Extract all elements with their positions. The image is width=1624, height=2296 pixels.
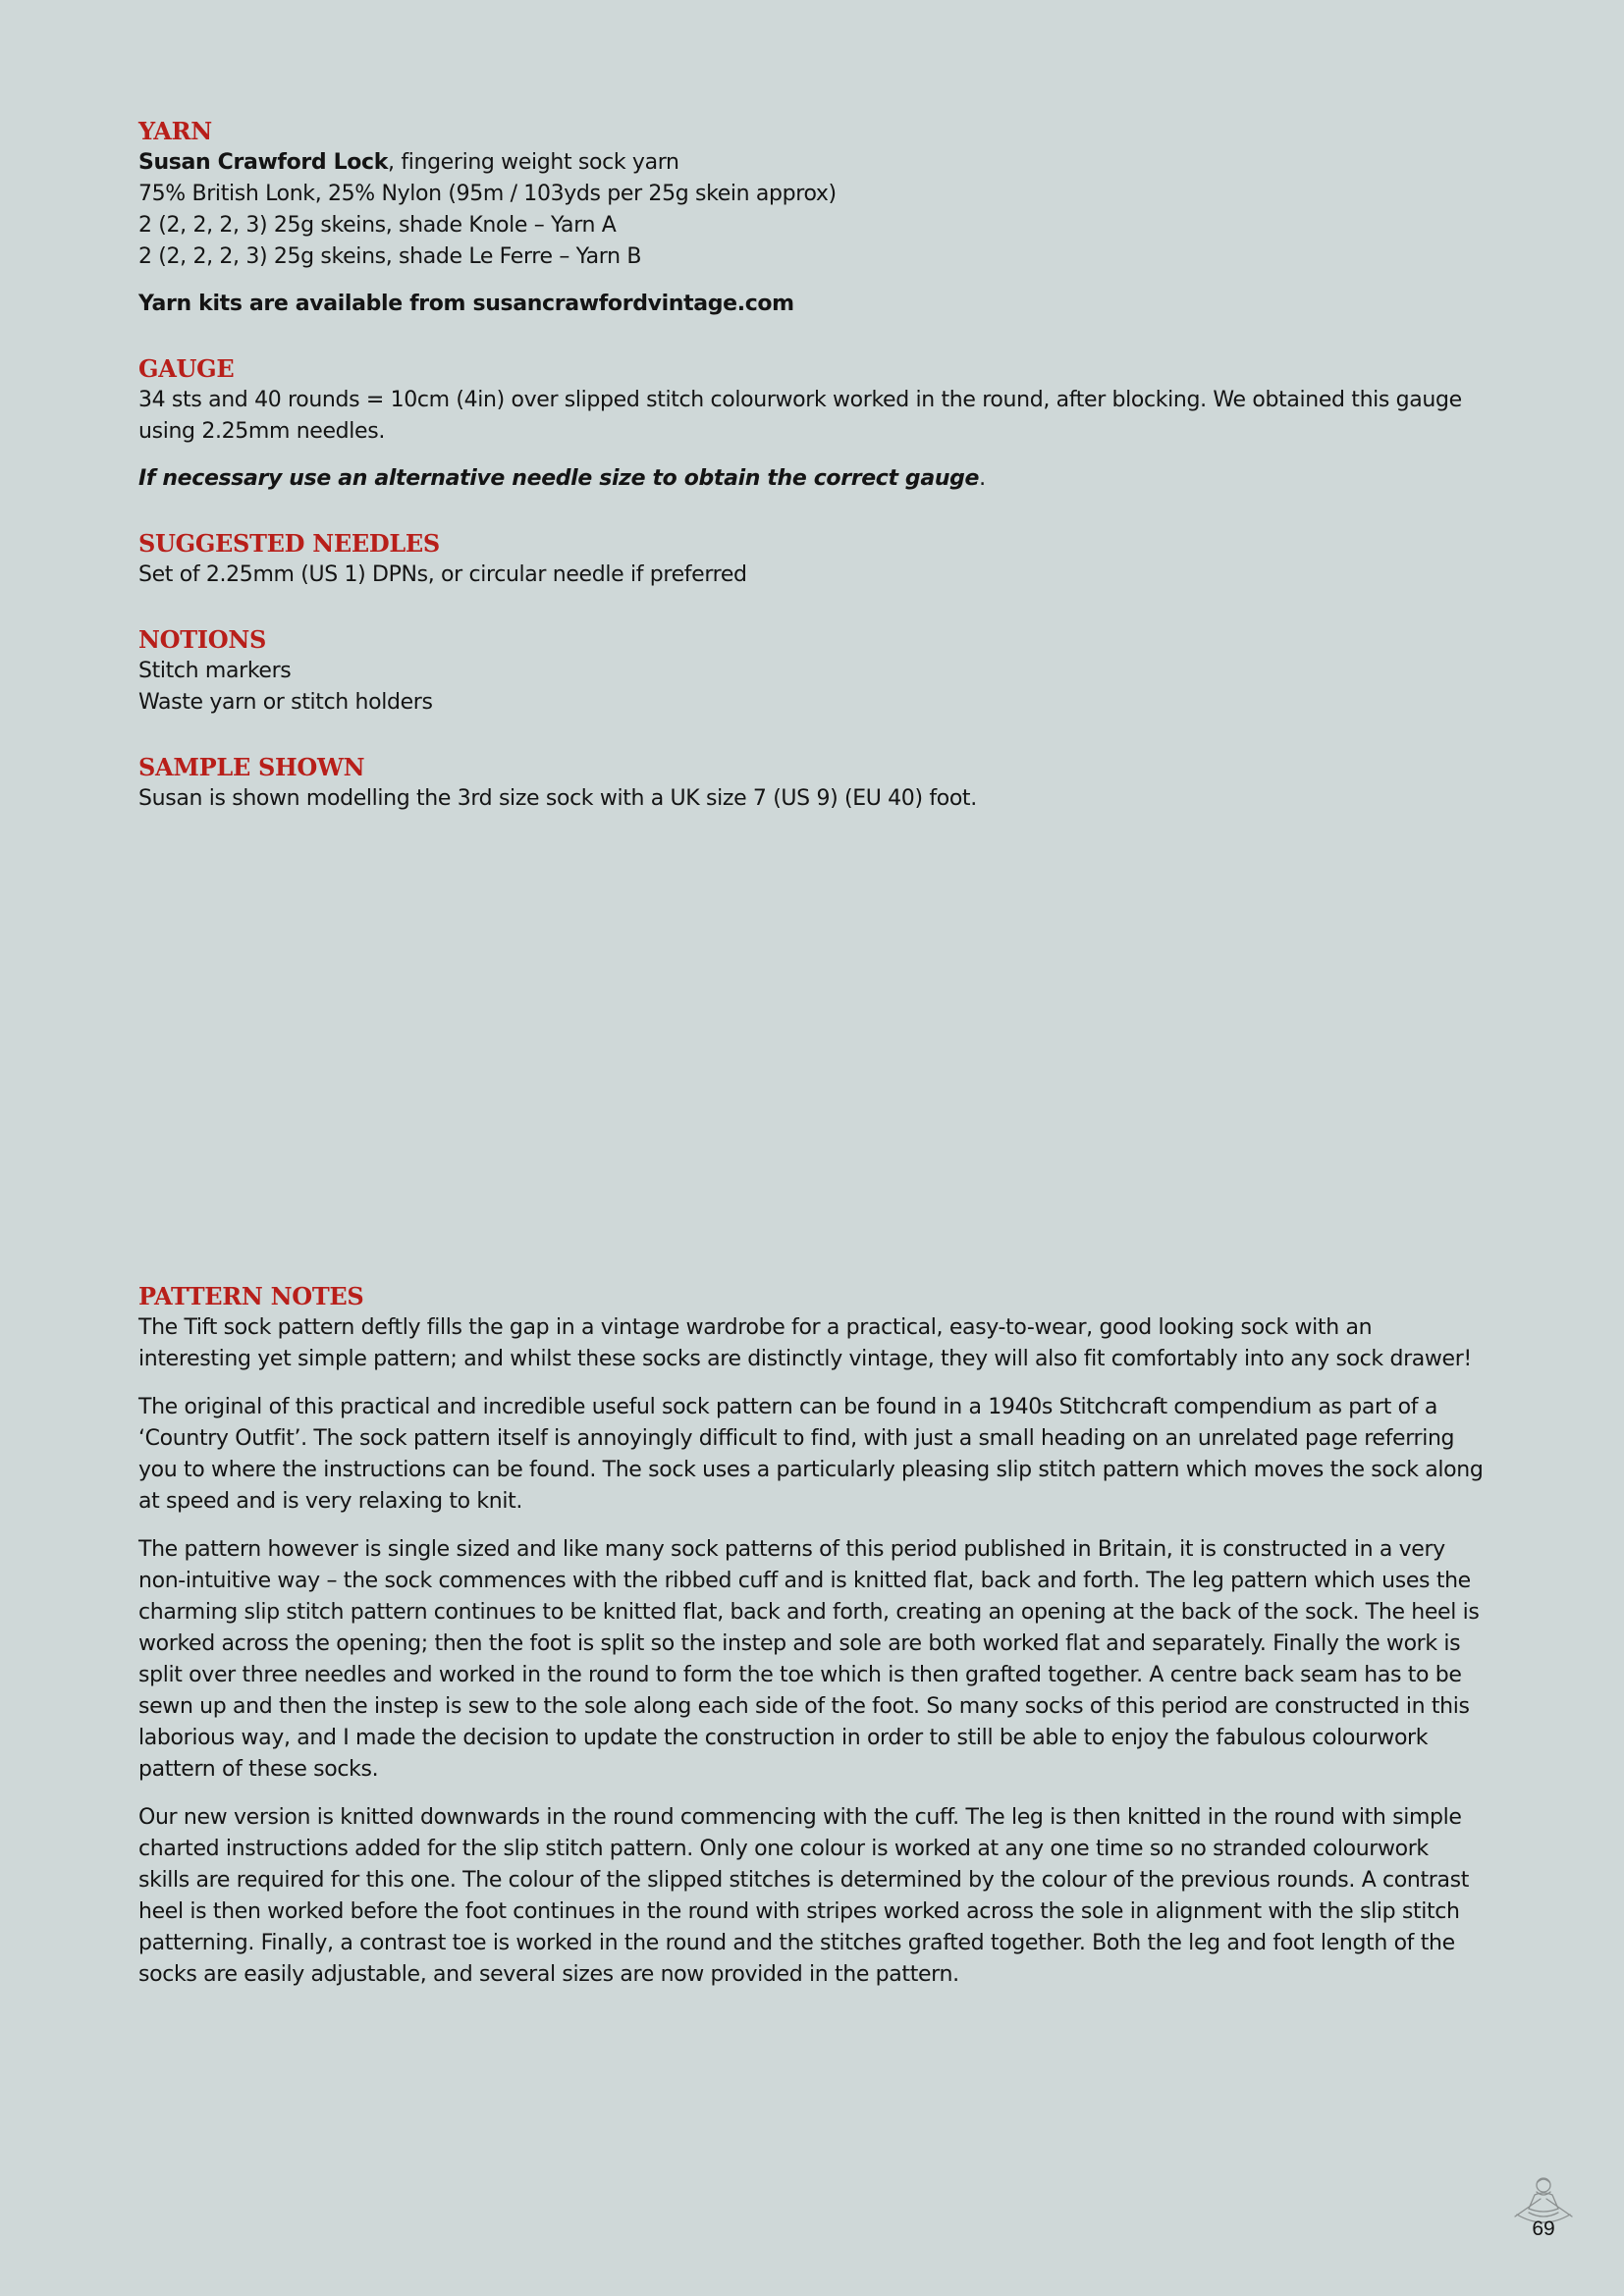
needles-heading: SUGGESTED NEEDLES <box>138 529 440 558</box>
yarn-composition: 75% British Lonk, 25% Nylon (95m / 103yds per 25g skein approx) <box>138 182 837 206</box>
pattern-notes-paragraph: The Tift sock pattern deftly fills the gap in a vintage wardrobe for a practical, easy-to-wear, good looking sock with an interesting yet simple pattern; and whilst these socks are distinctly vintage, they will also fit comfortably into any sock drawer! <box>138 1315 1472 1371</box>
yarn-brand: Susan Crawford Lock <box>138 150 389 175</box>
gauge-note-line <box>138 463 1486 495</box>
yarn-heading: YARN <box>138 117 212 145</box>
gauge-note-suffix: . <box>979 466 986 491</box>
sample-text: Susan is shown modelling the 3rd size sock with a UK size 7 (US 9) (EU 40) foot. <box>138 786 977 811</box>
notion-item: Stitch markers <box>138 659 292 683</box>
notion-item: Waste yarn or stitch holders <box>138 690 433 715</box>
sample-heading: SAMPLE SHOWN <box>138 753 365 781</box>
yarn-kits-note: Yarn kits are available from susancrawfordvintage.com <box>138 292 794 316</box>
gauge-section <box>138 353 1486 495</box>
pattern-notes-paragraph: The original of this practical and incredible useful sock pattern can be found in a 1940s Stitchcraft compendium as part of a ‘Country Outfit’. The sock pattern itself is annoyingly difficult to find, with just a small heading on an unrelated page referring you to where the instructions can be found. The sock uses a particularly pleasing slip stitch pattern which moves the sock along at speed and is very relaxing to knit. <box>138 1395 1484 1514</box>
notions-heading: NOTIONS <box>138 625 267 654</box>
needles-section <box>138 528 1486 591</box>
yarn-brand-suffix: , fingering weight sock yarn <box>388 150 679 175</box>
specification-column <box>138 116 1486 815</box>
gauge-note: If necessary use an alternative needle size to obtain the correct gauge <box>138 466 980 491</box>
pattern-notes-paragraph: Our new version is knitted downwards in the round commencing with the cuff. The leg is then knitted in the round with simple charted instructions added for the slip stitch pattern. Only one colour is worked at any one time so no stranded colourwork skills are required for this one. The colour of the slipped stitches is determined by the colour of the previous rounds. A contrast heel is then worked before the foot continues in the round with stripes worked across the sole in alignment with the slip stitch patterning. Finally, a contrast toe is worked in the round and the stitches grafted together. Both the leg and foot length of the socks are easily adjustable, and several sizes are now provided in the pattern. <box>138 1805 1469 1987</box>
yarn-a-quantity: 2 (2, 2, 2, 3) 25g skeins, shade Knole – Yarn A <box>138 213 617 238</box>
yarn-brand-line <box>138 147 1486 179</box>
yarn-b-quantity: 2 (2, 2, 2, 3) 25g skeins, shade Le Ferre – Yarn B <box>138 244 642 269</box>
page-number: 69 <box>1532 2217 1555 2240</box>
gauge-heading: GAUGE <box>138 354 235 383</box>
pattern-notes-paragraph: The pattern however is single sized and like many sock patterns of this period published in Britain, it is constructed in a very non-intuitive way – the sock commences with the ribbed cuff and is knitted flat, back and forth. The leg pattern which uses the charming slip stitch pattern continues to be knitted flat, back and forth, creating an opening at the back of the sock. The heel is worked across the opening; then the foot is split so the instep and sole are both worked flat and separately. Finally the work is split over three needles and worked in the round to form the toe which is then grafted together. A centre back seam has to be sewn up and then the instep is sew to the sole along each side of the foot. So many socks of this period are constructed in this laborious way, and I made the decision to update the construction in order to still be able to enjoy the fabulous colourwork pattern of these socks. <box>138 1537 1480 1782</box>
yarn-section <box>138 116 1486 320</box>
gauge-text: 34 sts and 40 rounds = 10cm (4in) over slipped stitch colourwork worked in the round, after blocking. We obtained this gauge using 2.25mm needles. <box>138 388 1462 444</box>
pattern-notes-heading: PATTERN NOTES <box>138 1282 364 1310</box>
pattern-notes-section <box>138 1281 1486 1991</box>
sample-section <box>138 752 1486 815</box>
needles-text: Set of 2.25mm (US 1) DPNs, or circular needle if preferred <box>138 562 747 587</box>
notions-section <box>138 624 1486 719</box>
